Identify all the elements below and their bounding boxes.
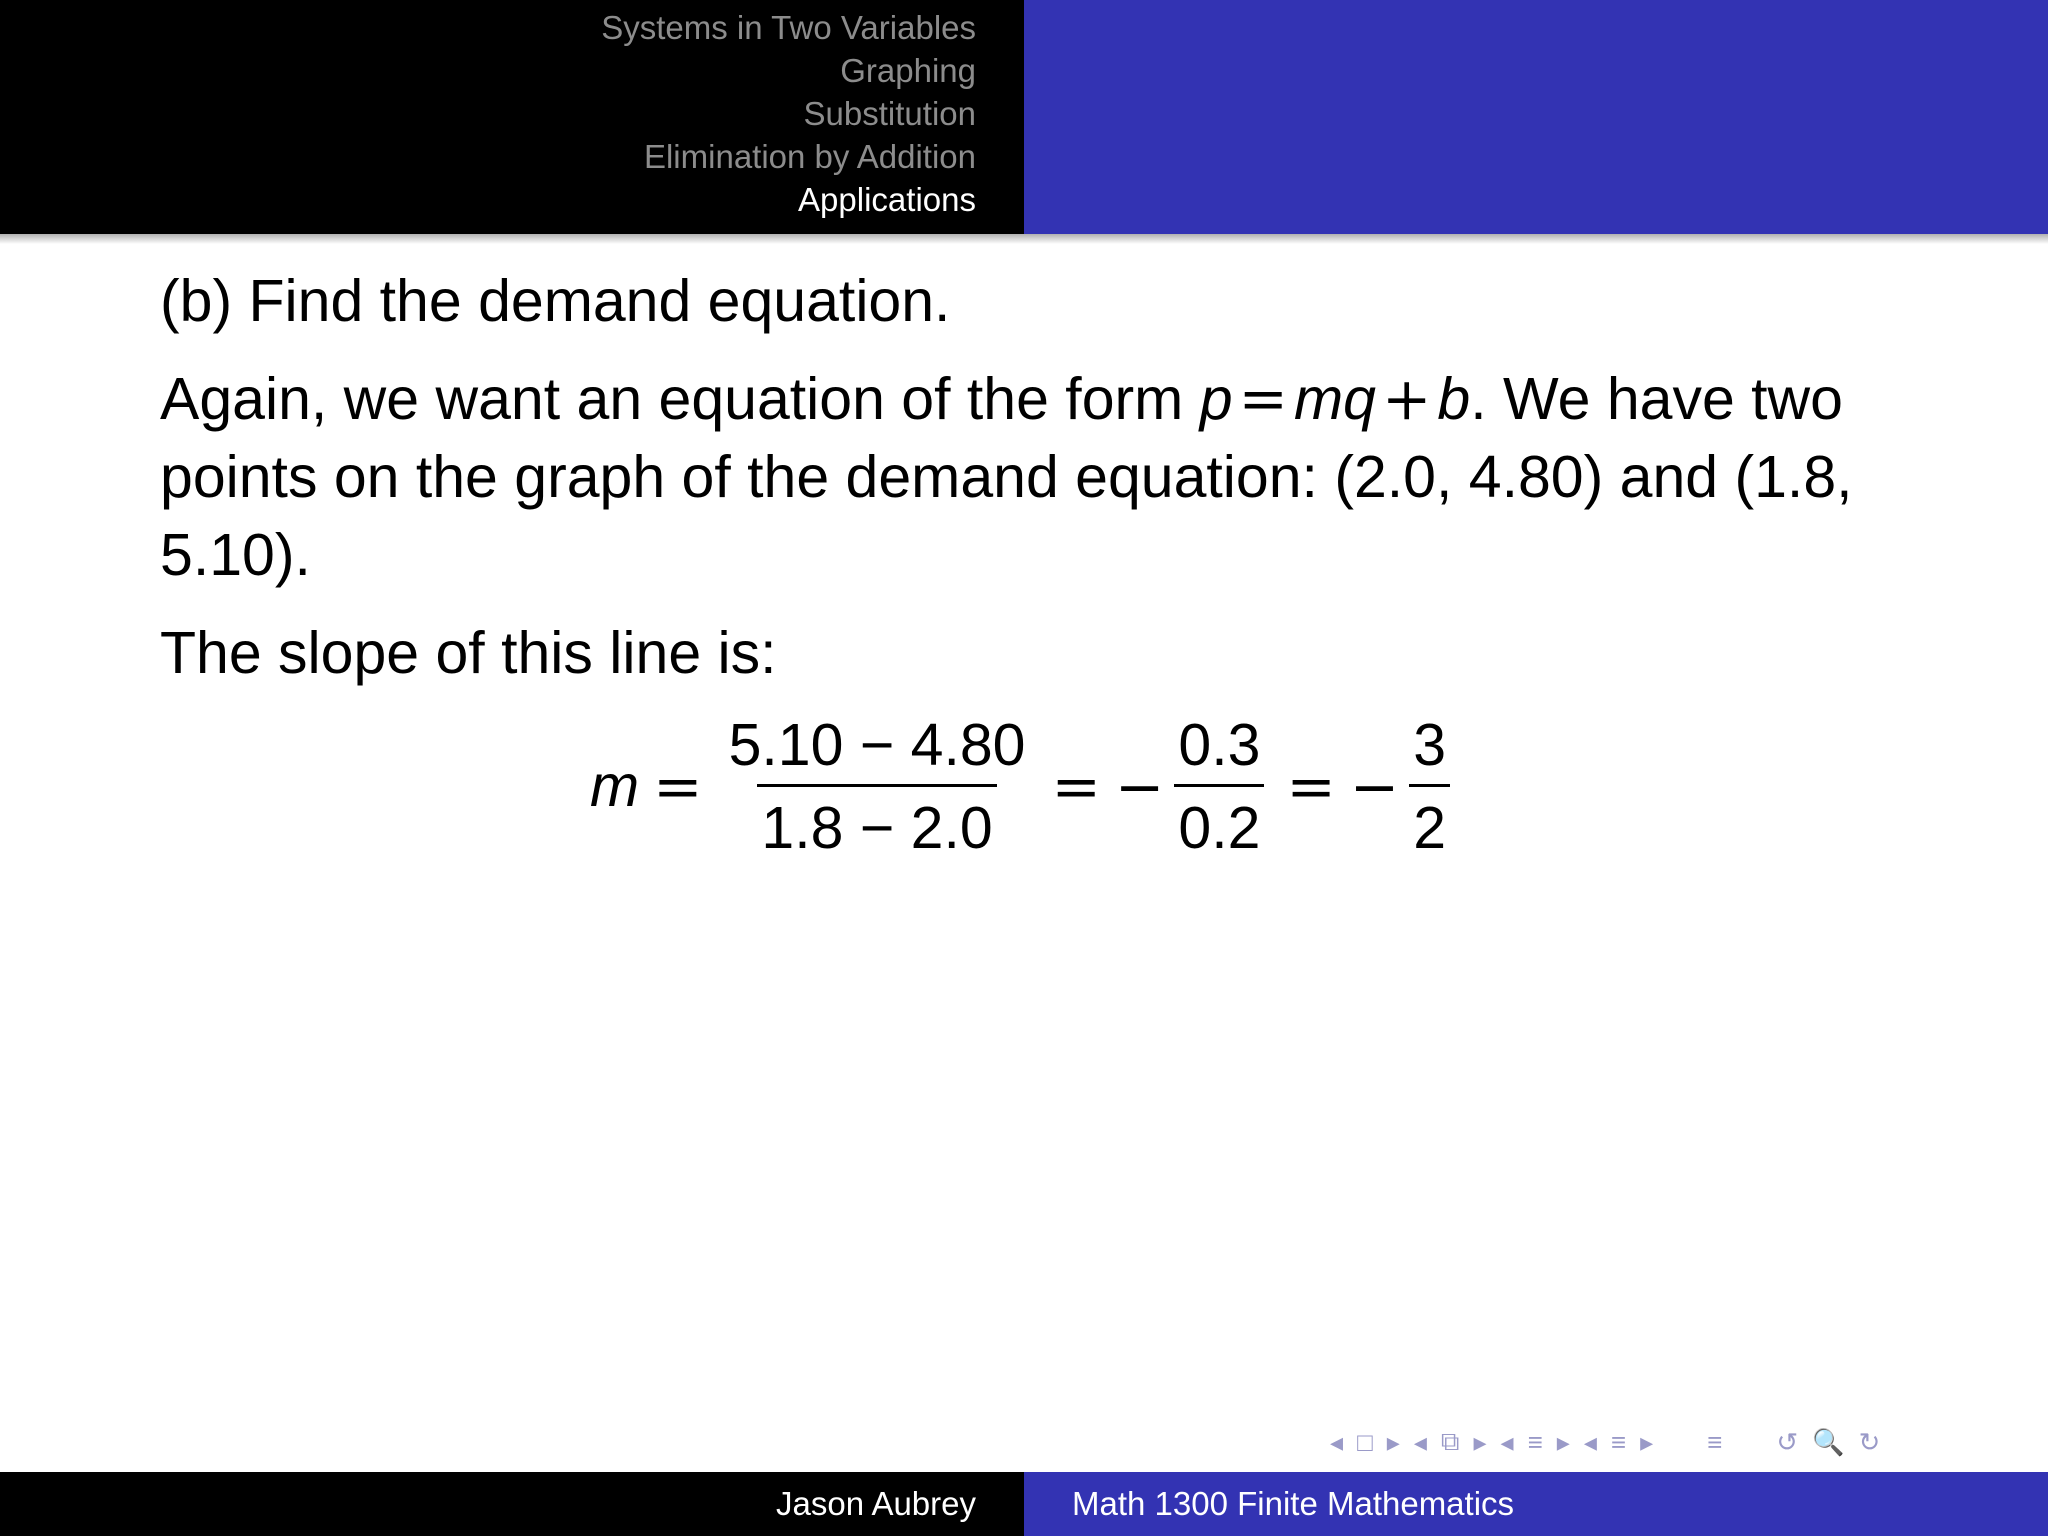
nav-next-section-icon[interactable]: ▸ <box>1556 1426 1570 1457</box>
nav-search-icon[interactable]: 🔍 <box>1812 1426 1845 1457</box>
fraction-3-denominator: 2 <box>1409 784 1450 861</box>
nav-prev-subsection-icon[interactable]: ◂ <box>1583 1426 1597 1457</box>
slide-content <box>160 262 1920 712</box>
fraction-1-denominator: 1.8 − 2.0 <box>757 784 996 861</box>
header-shadow <box>0 234 2048 244</box>
fraction-3-numerator: 3 <box>1413 711 1447 778</box>
nav-section-icon[interactable]: ≡ <box>1527 1426 1543 1457</box>
equals-sign: = <box>1238 364 1288 433</box>
footer-course: Math 1300 Finite Mathematics <box>1024 1472 2048 1536</box>
nav-next-subsection-icon[interactable]: ▸ <box>1640 1426 1654 1457</box>
nav-next-subframe-icon[interactable]: ▸ <box>1473 1426 1487 1457</box>
slope-equation <box>590 706 1458 866</box>
nav-next-frame-icon[interactable]: ▸ <box>1386 1426 1400 1457</box>
nav-prev-frame-icon[interactable]: ◂ <box>1330 1426 1344 1457</box>
footer-author: Jason Aubrey <box>0 1472 1024 1536</box>
part-b-heading: (b) Find the demand equation. <box>160 268 951 334</box>
var-b: b <box>1437 366 1471 432</box>
nav-back-icon[interactable]: ↺ <box>1776 1426 1799 1457</box>
nav-item-elimination[interactable]: Elimination by Addition <box>643 138 976 175</box>
paragraph-equation-form <box>160 360 1920 594</box>
eq-minus-1: − <box>1114 751 1165 821</box>
nav-toc-icon[interactable]: ≡ <box>1707 1426 1723 1457</box>
fraction-1-numerator: 5.10 − 4.80 <box>728 711 1026 778</box>
fraction-1 <box>725 712 1030 861</box>
nav-prev-section-icon[interactable]: ◂ <box>1500 1426 1514 1457</box>
slide-footer <box>0 1472 2048 1536</box>
beamer-navigation-controls <box>1330 1424 2030 1460</box>
fraction-2-denominator: 0.2 <box>1174 784 1264 861</box>
para1-text-c: . We have two points on the graph of the demand equation: (2.0, 4.80) and (1.8, 5.10). <box>160 366 1853 588</box>
nav-prev-subframe-icon[interactable]: ◂ <box>1413 1426 1427 1457</box>
fraction-2-numerator: 0.3 <box>1178 711 1261 778</box>
plus-sign: + <box>1381 364 1432 433</box>
var-mq: mq <box>1293 366 1376 432</box>
nav-subsection-icon[interactable]: ≡ <box>1610 1426 1627 1457</box>
eq-equals-1: = <box>653 751 703 821</box>
eq-lhs-m: m <box>590 753 640 819</box>
fraction-3 <box>1409 712 1450 861</box>
section-navigation <box>601 6 976 221</box>
eq-equals-2: = <box>1051 751 1101 821</box>
nav-item-substitution[interactable]: Substitution <box>803 95 976 132</box>
para1-text-a: Again, we want an equation of the form <box>160 366 1200 432</box>
slide-header <box>0 0 2048 234</box>
header-right-panel <box>1024 0 2048 234</box>
eq-equals-3: = <box>1286 751 1336 821</box>
paragraph-slope: The slope of this line is: <box>160 620 777 686</box>
nav-subframe-icon[interactable]: ⧉ <box>1440 1426 1460 1456</box>
nav-forward-icon[interactable]: ↻ <box>1858 1426 1881 1457</box>
header-left-panel <box>0 0 1024 234</box>
eq-minus-2: − <box>1349 751 1400 821</box>
nav-item-systems[interactable]: Systems in Two Variables <box>601 9 976 46</box>
nav-item-applications[interactable]: Applications <box>798 181 976 218</box>
fraction-2 <box>1174 712 1264 861</box>
var-p: p <box>1199 366 1233 432</box>
nav-item-graphing[interactable]: Graphing <box>840 52 976 89</box>
nav-frame-icon[interactable]: □ <box>1357 1426 1373 1457</box>
